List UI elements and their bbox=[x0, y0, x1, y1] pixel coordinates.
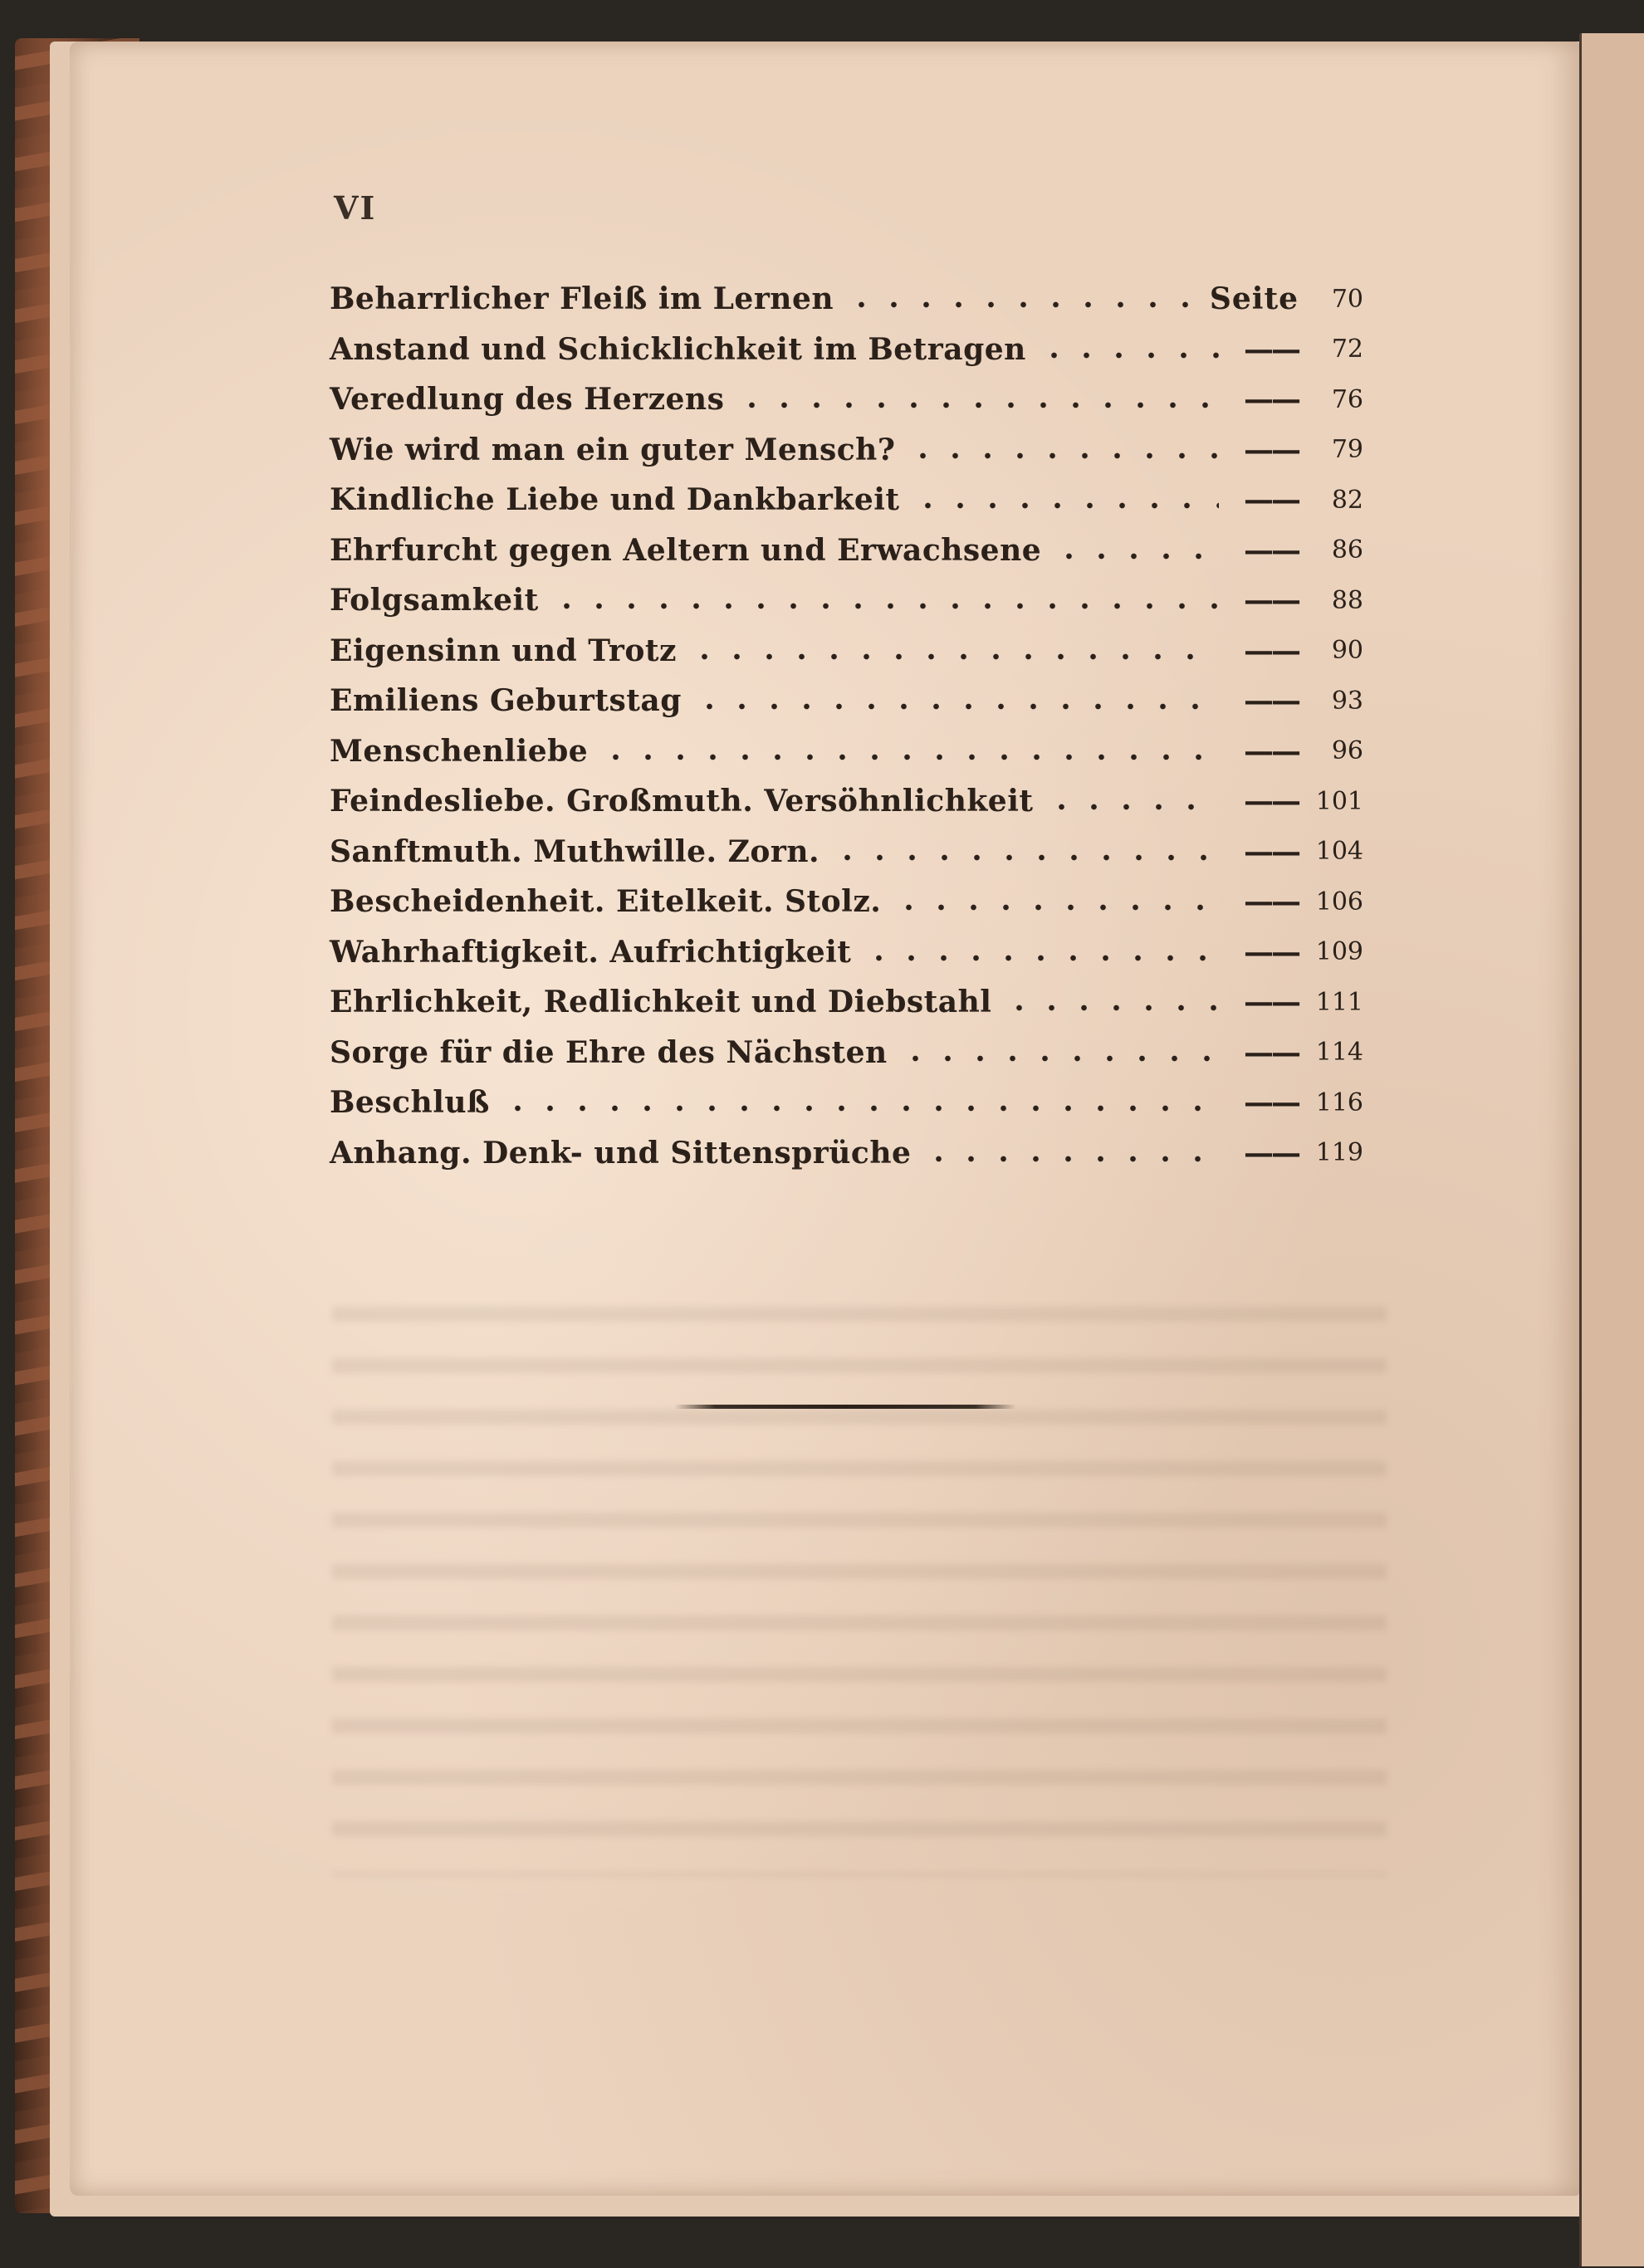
toc-entry bbox=[330, 325, 1363, 375]
toc-entry bbox=[330, 475, 1363, 525]
leader-dots bbox=[688, 653, 1219, 660]
toc-marker: —— bbox=[1244, 432, 1299, 467]
toc-entry bbox=[330, 525, 1363, 576]
toc-entry bbox=[330, 374, 1363, 425]
table-of-contents bbox=[330, 274, 1363, 1178]
toc-entry bbox=[330, 1128, 1363, 1179]
toc-entry bbox=[330, 425, 1363, 476]
toc-title: Ehrfurcht gegen Aeltern und Erwachsene bbox=[330, 532, 1042, 568]
toc-page-number: 76 bbox=[1331, 384, 1363, 414]
toc-entry bbox=[330, 676, 1363, 726]
toc-entry bbox=[330, 776, 1363, 827]
section-divider-rule bbox=[674, 1405, 1016, 1409]
toc-page-number: 70 bbox=[1331, 284, 1363, 314]
toc-title: Sorge für die Ehre des Nächsten bbox=[330, 1034, 888, 1070]
leader-dots bbox=[502, 1105, 1219, 1112]
toc-title: Anstand und Schicklichkeit im Betragen bbox=[330, 331, 1026, 367]
toc-marker: —— bbox=[1244, 683, 1299, 719]
leader-dots bbox=[922, 1156, 1219, 1162]
toc-page-number: 111 bbox=[1315, 987, 1363, 1017]
toc-marker: —— bbox=[1244, 784, 1299, 819]
toc-title: Beschluß bbox=[330, 1085, 490, 1121]
toc-page-number: 88 bbox=[1331, 585, 1363, 615]
toc-marker: —— bbox=[1244, 532, 1299, 568]
toc-entry bbox=[330, 726, 1363, 777]
toc-page-number: 101 bbox=[1315, 786, 1363, 816]
toc-title: Menschenliebe bbox=[330, 733, 589, 769]
leader-dots bbox=[1045, 804, 1219, 810]
toc-title: Kindliche Liebe und Dankbarkeit bbox=[330, 482, 900, 518]
toc-entry bbox=[330, 877, 1363, 927]
toc-entry bbox=[330, 626, 1363, 677]
toc-marker: —— bbox=[1244, 1135, 1299, 1171]
toc-page-number: 72 bbox=[1331, 335, 1363, 364]
toc-page-number: 106 bbox=[1315, 887, 1363, 916]
toc-page-number: 93 bbox=[1331, 686, 1363, 716]
toc-entry bbox=[330, 1078, 1363, 1128]
leader-dots bbox=[863, 955, 1219, 961]
toc-entry bbox=[330, 977, 1363, 1028]
show-through-text bbox=[332, 1278, 1387, 1876]
toc-page-number: 116 bbox=[1315, 1088, 1363, 1117]
leader-dots bbox=[912, 502, 1219, 509]
leader-dots bbox=[599, 754, 1219, 760]
toc-marker: —— bbox=[1244, 833, 1299, 869]
toc-title: Beharrlicher Fleiß im Lernen bbox=[330, 281, 834, 317]
leader-dots bbox=[1038, 352, 1219, 359]
toc-entry bbox=[330, 575, 1363, 626]
toc-marker: —— bbox=[1244, 884, 1299, 920]
toc-page-number: 96 bbox=[1331, 736, 1363, 766]
toc-page-number: 109 bbox=[1315, 937, 1363, 967]
toc-title: Wahrhaftigkeit. Aufrichtigkeit bbox=[330, 934, 852, 970]
toc-title: Eigensinn und Trotz bbox=[330, 633, 677, 668]
toc-title: Veredlung des Herzens bbox=[330, 382, 725, 418]
toc-page-number: 82 bbox=[1331, 485, 1363, 515]
toc-entry bbox=[330, 274, 1363, 325]
toc-marker: —— bbox=[1244, 583, 1299, 618]
leader-dots bbox=[693, 703, 1219, 710]
toc-title: Anhang. Denk- und Sittensprüche bbox=[330, 1135, 912, 1171]
toc-entry bbox=[330, 927, 1363, 978]
toc-page-number: 90 bbox=[1331, 636, 1363, 666]
leader-dots bbox=[550, 603, 1219, 609]
toc-title: Ehrlichkeit, Redlichkeit und Diebstahl bbox=[330, 985, 992, 1020]
toc-marker: —— bbox=[1244, 331, 1299, 367]
leader-dots bbox=[907, 452, 1219, 459]
toc-page-number: 114 bbox=[1315, 1038, 1363, 1068]
toc-title: Feindesliebe. Großmuth. Versöhnlichkeit bbox=[330, 784, 1034, 819]
toc-marker: —— bbox=[1244, 382, 1299, 418]
toc-entry bbox=[330, 1028, 1363, 1078]
toc-entry bbox=[330, 827, 1363, 877]
toc-title: Sanftmuth. Muthwille. Zorn. bbox=[330, 833, 820, 869]
toc-marker: —— bbox=[1244, 633, 1299, 668]
toc-page-number: 119 bbox=[1315, 1138, 1363, 1168]
toc-title: Folgsamkeit bbox=[330, 583, 539, 618]
toc-title: Emiliens Geburtstag bbox=[330, 683, 682, 719]
toc-marker: —— bbox=[1244, 1034, 1299, 1070]
toc-page-number: 79 bbox=[1331, 435, 1363, 465]
leader-dots bbox=[831, 854, 1219, 861]
leader-dots bbox=[1053, 553, 1219, 560]
toc-page-number: 104 bbox=[1315, 837, 1363, 867]
toc-marker: —— bbox=[1244, 482, 1299, 518]
toc-marker: —— bbox=[1244, 934, 1299, 970]
leader-dots bbox=[899, 1055, 1219, 1062]
toc-marker: —— bbox=[1244, 733, 1299, 769]
facing-page-edge bbox=[1579, 33, 1644, 2266]
toc-title: Wie wird man ein guter Mensch? bbox=[330, 432, 896, 467]
leader-dots bbox=[845, 301, 1210, 308]
page-number: VI bbox=[334, 189, 377, 227]
toc-page-number: 86 bbox=[1331, 535, 1363, 565]
leader-dots bbox=[1003, 1004, 1219, 1011]
toc-marker: Seite bbox=[1209, 281, 1299, 317]
toc-marker: —— bbox=[1244, 985, 1299, 1020]
leader-dots bbox=[893, 904, 1219, 911]
leader-dots bbox=[736, 402, 1219, 408]
toc-marker: —— bbox=[1244, 1085, 1299, 1121]
toc-title: Bescheidenheit. Eitelkeit. Stolz. bbox=[330, 884, 882, 920]
